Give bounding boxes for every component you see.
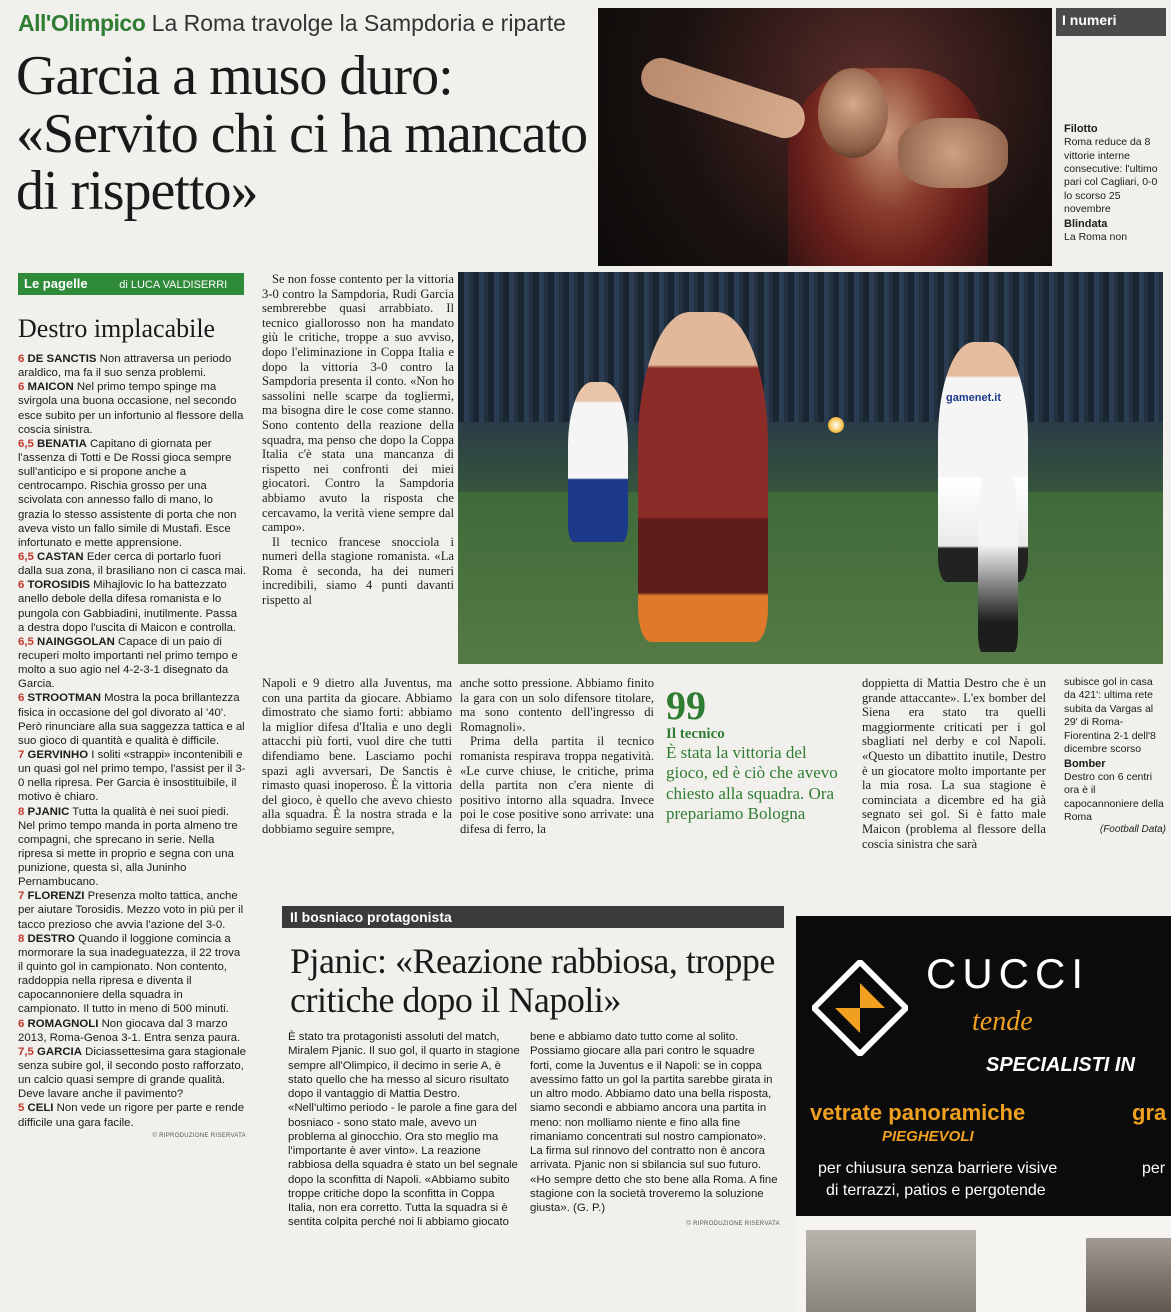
pagelle-copyright: © RIPRODUZIONE RISERVATA xyxy=(152,1132,246,1139)
ad-vetrate: vetrate panoramiche xyxy=(810,1100,1026,1125)
article-col2 xyxy=(460,676,654,837)
list-item: 6 MAICON Nel primo tempo spinge ma svirgola una buona occasione, nel secondo esce subito per un infortunio al flessore della coscia sinistra. xyxy=(18,381,244,436)
ad-specialisti: SPECIALISTI IN xyxy=(986,1054,1135,1076)
numbers-item-text: La Roma non xyxy=(1064,230,1128,243)
article-col3 xyxy=(862,676,1046,851)
paragraph: Napoli e 9 dietro alla Juventus, ma con una partita da giocare. Abbiamo dimostrato che siamo forti: abbiamo la miglior difesa d'Italia e uno degli attacchi più forti, vuol dire che tutti difendiamo bene. Lasciamo pochi spazi agli avversari, De Sanctis è rimasto quasi inoperoso. È la vittoria del gioco, è quello che avevo chiesto alla squadra. È la nostra strada e la dobbiamo seguire sempre, xyxy=(262,676,452,836)
paragraph: Il tecnico francese snocciola i numeri della stagione romanista. «La Roma è seconda, ha dei numeri incredibili, siamo 4 punti davanti rispetto al xyxy=(262,534,454,608)
bosniaco-bar: Il bosniaco protagonista xyxy=(282,906,784,928)
list-item: 7 GERVINHO I soliti «strappi» incontenibili e un quasi gol nel primo tempo, l'assist per il 3-0 nella ripresa. Per Garcia è insostituibile, il motivo è chiaro. xyxy=(18,748,246,804)
list-item: 6 TOROSIDIS Mihajlovic lo ha battezzato anello debole della difesa romanista e lo pungola con Gabbiadini, inutilmente. Passa a destra dopo l'uscita di Maicon e controlla. xyxy=(18,579,238,634)
pagelle-bar xyxy=(18,273,244,295)
pagelle-title: Destro implacabile xyxy=(18,314,216,343)
match-photo xyxy=(458,272,1163,664)
samp-player-far xyxy=(978,452,1018,652)
numbers-item-text: Destro con 6 centri ora è il capocannoniere della Roma xyxy=(1064,770,1164,824)
pagelle-list xyxy=(18,352,246,1140)
player-head xyxy=(818,68,888,158)
list-item: 6 ROMAGNOLI Non giocava dal 3 marzo 2013, Roma-Genoa 3-1. Entra senza paura. xyxy=(18,1017,241,1044)
ad-line1: per chiusura senza barriere visive xyxy=(818,1160,1058,1177)
list-item: 6,5 BENATIA Capitano di giornata per l'assenza di Totti e De Rossi gioca sempre sull'anticipo e si propone anche a centrocampo. Rischia grosso per una scivolata con annesso fallo di mano, lo grazia lo stesso assistente di porta che non aveva visto un fallo simile di Mustafi. Esce infortunato e mette apprensione. xyxy=(18,437,237,549)
kicker-label: All'Olimpico xyxy=(18,10,146,36)
pitch xyxy=(458,492,1163,664)
ad-brand: CUCCI xyxy=(926,950,1089,997)
roma-player xyxy=(638,312,768,642)
quote-title: Il tecnico xyxy=(666,726,725,742)
kicker-subtitle: La Roma travolge la Sampdoria e riparte xyxy=(151,10,566,36)
article-col1-bottom xyxy=(262,676,452,837)
ad-tende: tende xyxy=(972,1006,1033,1037)
ad-building-photo xyxy=(806,1230,976,1312)
ball xyxy=(828,417,844,433)
paragraph: doppietta di Mattia Destro che è un grande attaccante». L'ex bomber del Siena era stato tra quelli maggiormente criticati per i gol sbagliati nel derby e col Napoli. «Questo un dibattito inutile, Destro è un giocatore molto importante per la mia rosa. La sua stagione è cominciata a dicembre ed ha già segnato sei gol. Si è fatto male Maicon (problema al flessore della coscia sinistra che sarà xyxy=(862,676,1046,851)
list-item: 6,5 CASTAN Eder cerca di portarlo fuori dalla sua zona, il brasiliano non ci casca mai. xyxy=(18,550,246,578)
ad-line2: di terrazzi, patios e pergotende xyxy=(826,1182,1046,1199)
list-item: 5 CELI Non vede un rigore per parte e rende difficile una gara facile. xyxy=(18,1102,245,1129)
arm-shape xyxy=(636,53,810,144)
cucci-advertisement[interactable] xyxy=(796,916,1171,1312)
numbers-sidebar-cont xyxy=(1056,676,1166,837)
pjanic-col1: È stato tra protagonisti assoluti del match, Miralem Pjanic. Il suo gol, il quarto in stagione sempre all'Olimpico, il decimo in serie A, è stato quello che ha messo al sicuro risultato dopo il vantaggio di Mattia Destro. «Nell'ultimo periodo - le parole a fine gara del bosniaco - sono stato male, avevo un problema al ginocchio. Ora sto meglio ma l'importante è aver vinto». La reazione rabbiosa della squadra è stato un bel segnale dopo la sconfitta di Napoli. «Abbiamo subito troppe critiche dopo la sconfitta in Coppa Italia, non era corretto. Tutta la squadra si è sentita colpita perché noi li abbiamo giocato xyxy=(288,1031,520,1229)
ad-pieghevoli: PIEGHEVOLI xyxy=(882,1128,974,1145)
ad-vetrate-right: gra xyxy=(1132,1100,1167,1125)
list-item: 7 FLORENZI Presenza molto tattica, anche per aiutare Torosidis. Mezzo voto in più per il tacco prezioso che avvia l'azione del 3-0. xyxy=(18,890,244,931)
cucci-logo-icon xyxy=(812,960,908,1056)
list-item: 7,5 GARCIA Diciassettesima gara stagionale senza subire gol, il secondo posto rafforzato, un calcio quasi sempre di grande qualità. Deve lavare anche il pavimento? xyxy=(18,1045,246,1101)
list-item: 8 PJANIC Tutta la qualità è nei suoi piedi. Nel primo tempo manda in porta almeno tre compagni, che sprecano in serie. Nella ripresa si mette in proprio e segna con una punizione, questa sì, alla Juninho Pernambucano. xyxy=(18,805,238,889)
paragraph: Se non fosse contento per la vittoria 3-0 contro la Sampdoria, Rudi Garcia sembrerebbe quasi arrabbiato. Il tecnico giallorosso non ha mandato giù le critiche, troppe a suo avviso, dopo l'eliminazione in Coppa Italia e dopo la vittoria 3-0 contro la Sampdoria presenta il conto. «Non ho sassolini nelle scarpe da togliermi, ma bisogna dire le cose come stanno. Sono contento della reazione della squadra, ma penso che dopo la Coppa Italia c'è stata una mancanza di rispetto nei confronti dei miei giocatori. Contro la Sampdoria abbiamo avuto la risposta che cercavamo, la verità viene sempre dal campo». xyxy=(262,272,454,535)
paragraph: Prima della partita il tecnico romanista respirava troppa negatività. «Le curve chiuse, le critiche, prima della partita non c'era niente di positivo intorno alla squadra. Invece poi le cose positive sono arrivate: una difesa di ferro, la xyxy=(460,734,654,836)
pull-quote xyxy=(666,683,852,825)
list-item: 6 STROOTMAN Mostra la poca brillantezza fisica in occasione del gol divorato al '40'. Però rinunciare alla sua saggezza tattica e al suo gioco di quantità e qualità è difficile. xyxy=(18,692,245,747)
article-col1-top xyxy=(262,272,454,608)
ad-building-photo xyxy=(1086,1238,1171,1312)
paragraph: anche sotto pressione. Abbiamo finito la gara con un solo difensore titolare, ma sono contento dell'ingresso di Romagnoli». xyxy=(460,676,654,734)
ad-line1-right: per xyxy=(1142,1160,1166,1177)
numbers-item-title: Blindata xyxy=(1064,217,1108,230)
numbers-item-text: subisce gol in casa da 421': ultima rete subita da Vargas al 29' di Roma-Fiorentina 2-1 dell'8 dicembre scorso xyxy=(1064,676,1156,756)
numbers-list xyxy=(1056,36,1166,244)
hand-shape xyxy=(898,118,1008,188)
numbers-header: I numeri xyxy=(1056,8,1166,36)
jersey-text: gamenet.it xyxy=(946,392,1002,404)
crowd-band xyxy=(458,272,1163,422)
list-item: 8 DESTRO Quando il loggione comincia a mormorare la sua inadeguatezza, il 22 trova il quinto gol in campionato. Non contento, raddoppia nella ripresa e diventa il capocannoniere della squadra in campionato. Il tutto in meno di 500 minuti. xyxy=(18,932,241,1016)
quote-icon: 99 xyxy=(666,683,706,728)
paragraph: bene e abbiamo dato tutto come al solito. Possiamo giocare alla pari contro le squadre forti, come la Juventus e il Napoli: se in coppa avessimo fatto un gol la partita sarebbe girata in un altro modo. Abbiamo dato una bella risposta, siamo secondi e abbiamo ancora una partita in meno: non molliamo niente e fino alla fine rimaniamo concentrati sul nostro campionato». La firma sul rinnovo del contratto non è ancora arrivata. Pjanic non si sbilancia sul suo futuro. «Ho sempre detto che sto bene alla Roma. A fine stagione con la società troveremo la soluzione giusta». (G. P.) xyxy=(530,1031,778,1214)
samp-player-left xyxy=(568,382,628,542)
list-item: 6 DE SANCTIS Non attraversa un periodo araldico, ma fa il suo senza problemi. xyxy=(18,353,232,380)
headline: Garcia a muso duro: «Servito chi ci ha mancato di rispetto» xyxy=(16,45,588,223)
pagelle-byline: di LUCA VALDISERRI xyxy=(119,279,228,291)
ad-photo-strip xyxy=(796,1216,1171,1312)
numbers-source: (Football Data) xyxy=(1099,824,1166,836)
numbers-item-text: Roma reduce da 8 vittorie interne consecutive: l'ultimo pari col Cagliari, 0-0 lo scorso 25 novembre xyxy=(1064,136,1158,216)
list-item: 6,5 NAINGGOLAN Capace di un paio di recuperi molto importanti nel primo tempo e molto a suo agio nel 4-2-3-1 disegnato da Garcia. xyxy=(18,635,238,691)
kicker xyxy=(18,10,566,37)
quote-text: È stata la vittoria del gioco, ed è ciò che avevo chiesto alla squadra. Ora prepariamo Bologna xyxy=(666,743,838,824)
pagelle-label: Le pagelle xyxy=(24,276,88,291)
pjanic-title: Pjanic: «Reazione rabbiosa, troppe critiche dopo il Napoli» xyxy=(290,941,775,1020)
celebration-photo xyxy=(598,8,1052,266)
pjanic-copyright: © RIPRODUZIONE RISERVATA xyxy=(686,1221,780,1228)
numbers-sidebar xyxy=(1056,8,1166,268)
numbers-item-title: Bomber xyxy=(1064,757,1106,770)
numbers-item-title: Filotto xyxy=(1064,123,1098,135)
pjanic-col2 xyxy=(530,1030,780,1229)
